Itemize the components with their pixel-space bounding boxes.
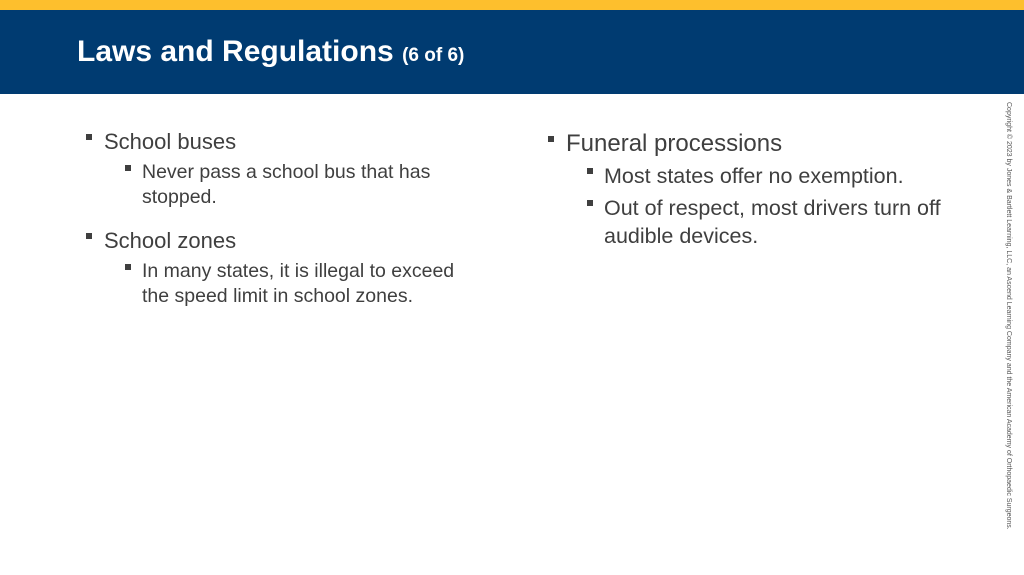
bullet-text: Funeral processions — [566, 130, 783, 157]
slide-counter: (6 of 6) — [402, 45, 465, 66]
slide-title — [77, 34, 464, 74]
bullet-school-buses — [86, 128, 236, 156]
sub-bullet-text: Never pass a school bus that has stopped. — [142, 161, 431, 208]
bullet-school-zones — [86, 227, 236, 255]
bullet-text: School buses — [104, 129, 237, 154]
sub-bullet-no-exemption — [548, 162, 948, 190]
bullet-marker — [86, 233, 92, 239]
bullet-marker — [86, 134, 92, 140]
sub-bullet-marker — [125, 165, 131, 171]
sub-bullet-text: In many states, it is illegal to exceed the speed limit in school zones. — [142, 260, 455, 307]
sub-bullet-audible-devices — [548, 194, 948, 250]
bullet-funeral-processions — [548, 129, 782, 159]
bullet-marker — [548, 136, 554, 142]
sub-bullet-marker — [125, 264, 131, 270]
sub-bullet-text: Most states offer no exemption. — [604, 164, 904, 188]
sub-bullet-text: Out of respect, most drivers turn off audible devices. — [604, 196, 941, 248]
sub-bullet-marker — [587, 168, 593, 174]
sub-bullet-school-bus-pass — [86, 160, 486, 210]
sub-bullet-marker — [587, 200, 593, 206]
accent-bar — [0, 0, 1024, 10]
copyright-notice: Copyright © 2023 by Jones & Bartlett Learning, LLC, an Ascend Learning Company and the American Academy of Orthopaedic Surgeons. — [1005, 102, 1012, 530]
slide-title-text: Laws and Regulations — [77, 35, 394, 68]
sub-bullet-school-zones-speed — [86, 259, 486, 309]
bullet-text: School zones — [104, 228, 237, 253]
